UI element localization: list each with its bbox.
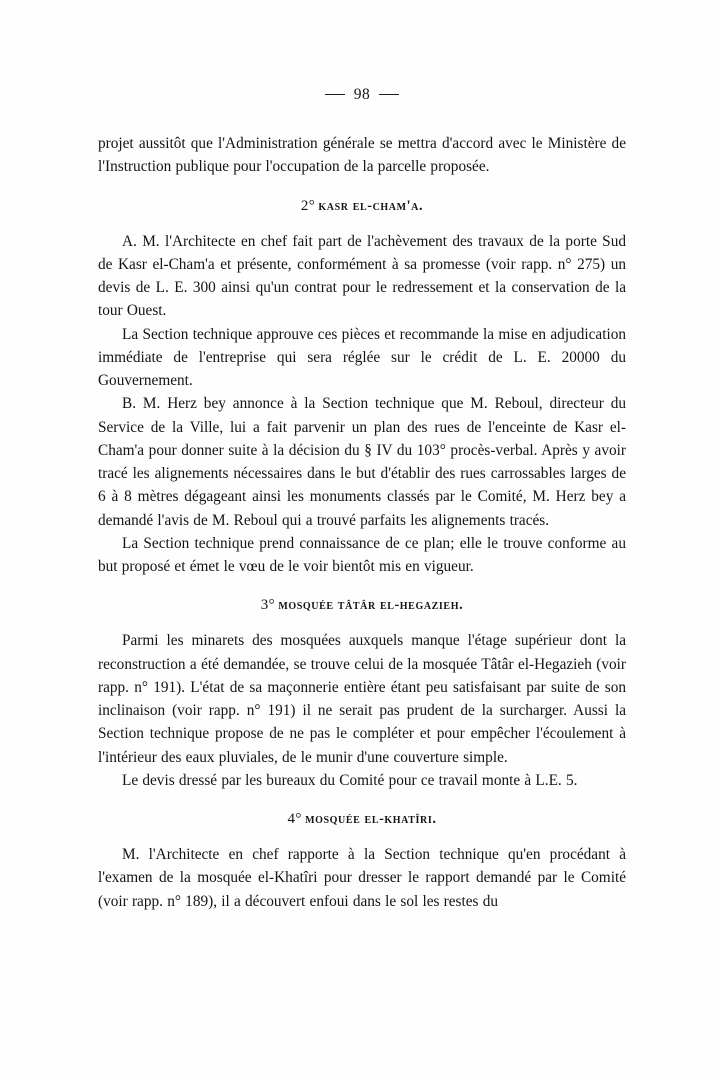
section-number: 3°	[260, 597, 276, 614]
paragraph: B. M. Herz bey annonce à la Section technique que M. Reboul, directeur du Service de la Ville, lui a fait parvenir un plan des rues de l'enceinte de Kasr el-Cham'a pour donner suite à la décision du § IV du 103° procès-verbal. Après y avoir tracé les alignements nécessaires dans le but d'établir des rues carrossables larges de 6 à 8 mètres dégageant ainsi les monuments classés par le Comité, M. Herz bey a demandé l'avis de M. Reboul qui a trouvé parfaits les alignements tracés.	[98, 395, 626, 529]
page-content	[98, 86, 626, 913]
paragraph: M. l'Architecte en chef rapporte à la Section technique qu'en procédant à l'examen de la mosquée el-Khatîri pour dresser le rapport demandé par le Comité (voir rapp. n° 189), il a découvert enfoui dans le sol les restes du	[98, 846, 626, 910]
paragraph: A. M. l'Architecte en chef fait part de l'achèvement des travaux de la porte Sud de Kasr el-Cham'a et présente, conformément à sa promesse (voir rapp. n° 275) un devis de L. E. 300 ainsi qu'un contrat pour le redressement et la conservation de la tour Ouest.	[98, 232, 626, 320]
paragraph: Le devis dressé par les bureaux du Comité pour ce travail monte à L.E. 5.	[122, 771, 578, 789]
section-title: kasr el-cham'a.	[318, 197, 424, 214]
section-heading	[98, 597, 626, 614]
section-heading	[98, 198, 626, 215]
section-number: 2°	[300, 197, 316, 214]
paragraph: Parmi les minarets des mosquées auxquels manque l'étage supérieur dont la reconstruction a été demandée, se trouve celui de la mosquée Tâtâr el-Hegazieh (voir rapp. n° 191). L'état de sa maçonnerie entière étant peu satisfaisant par suite de son inclinaison (voir rapp. n° 191) il ne serait pas prudent de la surcharger. Aussi la Section technique propose de ne pas le compléter et pour empêcher l'écoulement à l'intérieur des eaux pluviales, de le munir d'une couverture simple.	[98, 632, 626, 766]
paragraph: La Section technique prend connaissance de ce plan; elle le trouve conforme au but proposé et émet le vœu de le voir bientôt mis en vigueur.	[98, 534, 626, 575]
section-heading	[98, 811, 626, 828]
folio-rule-left	[325, 94, 345, 95]
section-number: 4°	[287, 811, 302, 827]
paragraph: projet aussitôt que l'Administration générale se mettra d'accord avec le Ministère de l'Instruction publique pour l'occupation de la parcelle proposée.	[98, 135, 626, 176]
section-title: mosquée tâtâr el-hegazieh.	[278, 597, 464, 614]
section-title: mosquée el-khatîri.	[305, 811, 437, 827]
paragraph: La Section technique approuve ces pièces et recommande la mise en adjudication immédiate de l'entreprise qui sera réglée sur le crédit de L. E. 20000 du Gouvernement.	[98, 325, 626, 389]
page-folio	[98, 86, 626, 104]
folio-rule-right	[379, 94, 399, 95]
page-number: 98	[353, 86, 371, 103]
